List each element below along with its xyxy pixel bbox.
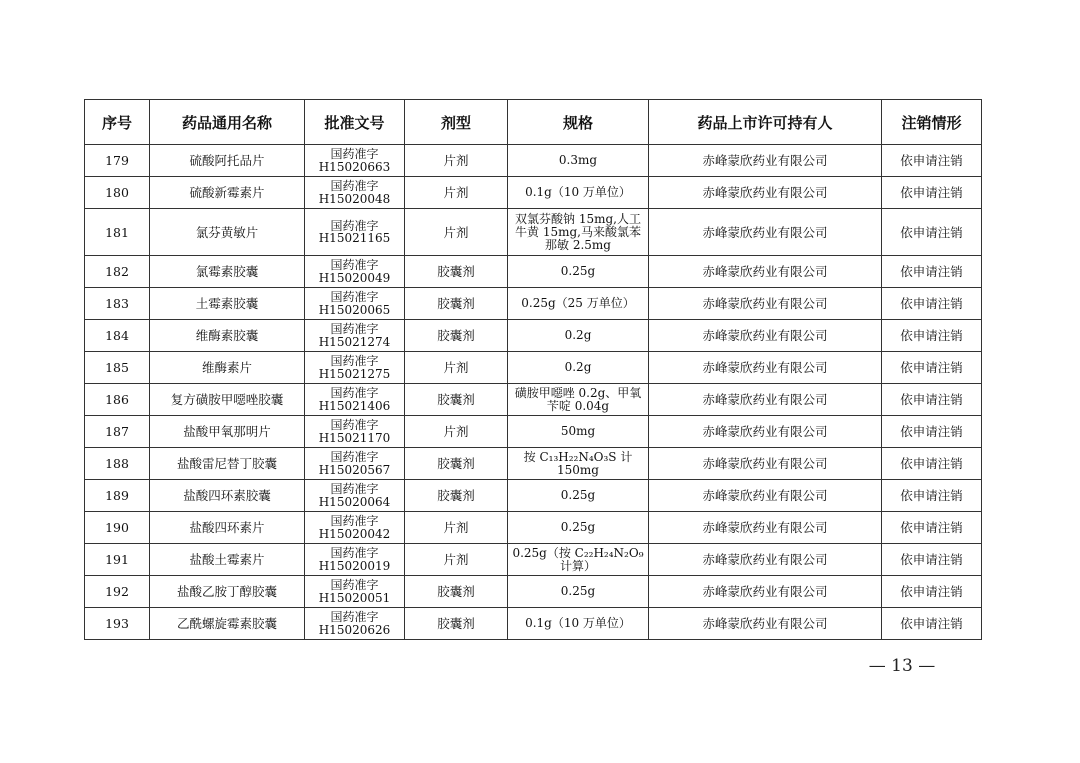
cell-serial-number: 187 — [85, 416, 150, 448]
cell-license-holder: 赤峰蒙欣药业有限公司 — [649, 352, 882, 384]
table-row — [85, 256, 982, 288]
cell-license-holder: 赤峰蒙欣药业有限公司 — [649, 177, 882, 209]
table-row — [85, 145, 982, 177]
approval-code: H15021170 — [318, 430, 391, 445]
cell-serial-number: 181 — [85, 209, 150, 256]
cell-specification: 0.1g（10 万单位） — [508, 608, 649, 640]
cell-dosage-form: 胶囊剂 — [405, 288, 508, 320]
approval-code: H15020663 — [318, 159, 391, 174]
header-specification: 规格 — [508, 100, 649, 145]
cell-approval-number — [305, 576, 405, 608]
cell-deregistration-status: 依申请注销 — [882, 384, 982, 416]
approval-prefix: 国药准字 — [330, 147, 379, 161]
approval-code: H15020019 — [318, 558, 391, 573]
cell-dosage-form: 片剂 — [405, 209, 508, 256]
approval-code: H15021275 — [318, 366, 391, 381]
cell-approval-number — [305, 544, 405, 576]
approval-code: H15021165 — [318, 231, 391, 245]
approval-code: H15020048 — [318, 191, 391, 206]
cell-dosage-form: 片剂 — [405, 544, 508, 576]
table-body — [85, 145, 982, 640]
cell-specification: 0.25g（25 万单位） — [508, 288, 649, 320]
cell-generic-name: 乙酰螺旋霉素胶囊 — [150, 608, 305, 640]
table-row — [85, 209, 982, 256]
header-dosage-form: 剂型 — [405, 100, 508, 145]
cell-generic-name: 盐酸雷尼替丁胶囊 — [150, 448, 305, 480]
cell-license-holder: 赤峰蒙欣药业有限公司 — [649, 512, 882, 544]
cell-license-holder: 赤峰蒙欣药业有限公司 — [649, 544, 882, 576]
approval-prefix: 国药准字 — [330, 258, 379, 272]
cell-serial-number: 191 — [85, 544, 150, 576]
cell-approval-number — [305, 177, 405, 209]
header-generic-name: 药品通用名称 — [150, 100, 305, 145]
cell-specification: 0.25g — [508, 480, 649, 512]
cell-license-holder: 赤峰蒙欣药业有限公司 — [649, 384, 882, 416]
cell-deregistration-status: 依申请注销 — [882, 512, 982, 544]
cell-deregistration-status: 依申请注销 — [882, 480, 982, 512]
cell-serial-number: 193 — [85, 608, 150, 640]
cell-generic-name: 盐酸甲氧那明片 — [150, 416, 305, 448]
approval-prefix: 国药准字 — [330, 546, 379, 560]
cell-dosage-form: 片剂 — [405, 352, 508, 384]
table-row — [85, 576, 982, 608]
approval-code: H15021406 — [318, 398, 391, 413]
cell-specification: 0.2g — [508, 352, 649, 384]
cell-license-holder: 赤峰蒙欣药业有限公司 — [649, 608, 882, 640]
cell-approval-number — [305, 352, 405, 384]
approval-prefix: 国药准字 — [330, 450, 379, 464]
cell-license-holder: 赤峰蒙欣药业有限公司 — [649, 480, 882, 512]
table-row — [85, 480, 982, 512]
cell-serial-number: 182 — [85, 256, 150, 288]
approval-prefix: 国药准字 — [330, 354, 379, 368]
approval-prefix: 国药准字 — [330, 610, 379, 624]
table-row — [85, 384, 982, 416]
cell-dosage-form: 胶囊剂 — [405, 480, 508, 512]
cell-license-holder: 赤峰蒙欣药业有限公司 — [649, 448, 882, 480]
cell-deregistration-status: 依申请注销 — [882, 145, 982, 177]
cell-license-holder: 赤峰蒙欣药业有限公司 — [649, 256, 882, 288]
cell-specification: 双氯芬酸钠 15mg,人工牛黄 15mg,马来酸氯苯那敏 2.5mg — [508, 209, 649, 256]
approval-prefix: 国药准字 — [330, 179, 379, 193]
table-row — [85, 544, 982, 576]
cell-approval-number — [305, 608, 405, 640]
cell-serial-number: 184 — [85, 320, 150, 352]
cell-serial-number: 188 — [85, 448, 150, 480]
cell-generic-name: 盐酸四环素片 — [150, 512, 305, 544]
cell-serial-number: 189 — [85, 480, 150, 512]
cell-generic-name: 维酶素胶囊 — [150, 320, 305, 352]
cell-approval-number — [305, 384, 405, 416]
cell-dosage-form: 胶囊剂 — [405, 384, 508, 416]
cell-approval-number — [305, 288, 405, 320]
cell-deregistration-status: 依申请注销 — [882, 177, 982, 209]
approval-prefix: 国药准字 — [330, 578, 379, 592]
cell-license-holder: 赤峰蒙欣药业有限公司 — [649, 145, 882, 177]
table-row — [85, 608, 982, 640]
cell-generic-name: 氯霉素胶囊 — [150, 256, 305, 288]
cell-dosage-form: 片剂 — [405, 177, 508, 209]
cell-deregistration-status: 依申请注销 — [882, 576, 982, 608]
table-row — [85, 352, 982, 384]
cell-specification: 磺胺甲噁唑 0.2g、甲氧苄啶 0.04g — [508, 384, 649, 416]
cell-dosage-form: 胶囊剂 — [405, 256, 508, 288]
cell-deregistration-status: 依申请注销 — [882, 544, 982, 576]
approval-code: H15020626 — [318, 622, 391, 637]
cell-serial-number: 179 — [85, 145, 150, 177]
cell-approval-number — [305, 416, 405, 448]
header-serial-number: 序号 — [85, 100, 150, 145]
header-approval-number: 批准文号 — [305, 100, 405, 145]
table-row — [85, 416, 982, 448]
cell-generic-name: 氯芬黄敏片 — [150, 209, 305, 256]
cell-serial-number: 183 — [85, 288, 150, 320]
cell-approval-number — [305, 448, 405, 480]
approval-prefix: 国药准字 — [330, 482, 379, 496]
cell-approval-number — [305, 480, 405, 512]
cell-specification: 50mg — [508, 416, 649, 448]
approval-code: H15020064 — [318, 494, 391, 509]
cell-specification: 0.3mg — [508, 145, 649, 177]
cell-serial-number: 180 — [85, 177, 150, 209]
approval-code: H15020065 — [318, 302, 391, 317]
cell-license-holder: 赤峰蒙欣药业有限公司 — [649, 209, 882, 256]
cell-dosage-form: 胶囊剂 — [405, 608, 508, 640]
approval-prefix: 国药准字 — [330, 386, 379, 400]
approval-code: H15020042 — [318, 526, 391, 541]
table-header-row — [85, 100, 982, 145]
cell-generic-name: 硫酸新霉素片 — [150, 177, 305, 209]
cell-generic-name: 盐酸乙胺丁醇胶囊 — [150, 576, 305, 608]
cell-specification: 0.2g — [508, 320, 649, 352]
cell-deregistration-status: 依申请注销 — [882, 416, 982, 448]
cell-specification: 0.25g — [508, 576, 649, 608]
cell-serial-number: 192 — [85, 576, 150, 608]
cell-generic-name: 硫酸阿托品片 — [150, 145, 305, 177]
cell-approval-number — [305, 512, 405, 544]
cell-serial-number: 186 — [85, 384, 150, 416]
header-license-holder: 药品上市许可持有人 — [649, 100, 882, 145]
cell-generic-name: 复方磺胺甲噁唑胶囊 — [150, 384, 305, 416]
page-number: — 13 — — [868, 656, 936, 676]
approval-prefix: 国药准字 — [330, 322, 379, 336]
cell-specification: 0.1g（10 万单位） — [508, 177, 649, 209]
approval-code: H15020051 — [318, 590, 391, 605]
cell-serial-number: 185 — [85, 352, 150, 384]
header-deregistration-status: 注销情形 — [882, 100, 982, 145]
approval-prefix: 国药准字 — [330, 290, 379, 304]
cell-deregistration-status: 依申请注销 — [882, 608, 982, 640]
cell-license-holder: 赤峰蒙欣药业有限公司 — [649, 416, 882, 448]
approval-prefix: 国药准字 — [330, 418, 379, 432]
drug-deregistration-table — [84, 99, 982, 640]
cell-dosage-form: 片剂 — [405, 145, 508, 177]
cell-dosage-form: 片剂 — [405, 416, 508, 448]
cell-approval-number — [305, 145, 405, 177]
table-row — [85, 288, 982, 320]
cell-deregistration-status: 依申请注销 — [882, 352, 982, 384]
cell-license-holder: 赤峰蒙欣药业有限公司 — [649, 288, 882, 320]
cell-license-holder: 赤峰蒙欣药业有限公司 — [649, 320, 882, 352]
cell-dosage-form: 胶囊剂 — [405, 576, 508, 608]
cell-specification: 0.25g — [508, 256, 649, 288]
cell-dosage-form: 胶囊剂 — [405, 448, 508, 480]
cell-deregistration-status: 依申请注销 — [882, 448, 982, 480]
approval-code: H15021274 — [318, 334, 391, 349]
cell-serial-number: 190 — [85, 512, 150, 544]
approval-code: H15020049 — [318, 270, 391, 285]
cell-specification: 0.25g — [508, 512, 649, 544]
approval-prefix: 国药准字 — [330, 218, 379, 233]
cell-dosage-form: 胶囊剂 — [405, 320, 508, 352]
table-row — [85, 448, 982, 480]
cell-generic-name: 土霉素胶囊 — [150, 288, 305, 320]
cell-specification: 0.25g（按 C₂₂H₂₄N₂O₉ 计算） — [508, 544, 649, 576]
cell-deregistration-status: 依申请注销 — [882, 320, 982, 352]
cell-deregistration-status: 依申请注销 — [882, 256, 982, 288]
cell-generic-name: 维酶素片 — [150, 352, 305, 384]
table-row — [85, 512, 982, 544]
table-row — [85, 177, 982, 209]
table-row — [85, 320, 982, 352]
cell-specification: 按 C₁₃H₂₂N₄O₃S 计 150mg — [508, 448, 649, 480]
cell-dosage-form: 片剂 — [405, 512, 508, 544]
cell-generic-name: 盐酸四环素胶囊 — [150, 480, 305, 512]
cell-approval-number — [305, 256, 405, 288]
cell-license-holder: 赤峰蒙欣药业有限公司 — [649, 576, 882, 608]
approval-prefix: 国药准字 — [330, 514, 379, 528]
cell-deregistration-status: 依申请注销 — [882, 288, 982, 320]
cell-generic-name: 盐酸土霉素片 — [150, 544, 305, 576]
cell-deregistration-status: 依申请注销 — [882, 209, 982, 256]
cell-approval-number — [305, 209, 405, 256]
approval-code: H15020567 — [318, 462, 391, 477]
cell-approval-number — [305, 320, 405, 352]
